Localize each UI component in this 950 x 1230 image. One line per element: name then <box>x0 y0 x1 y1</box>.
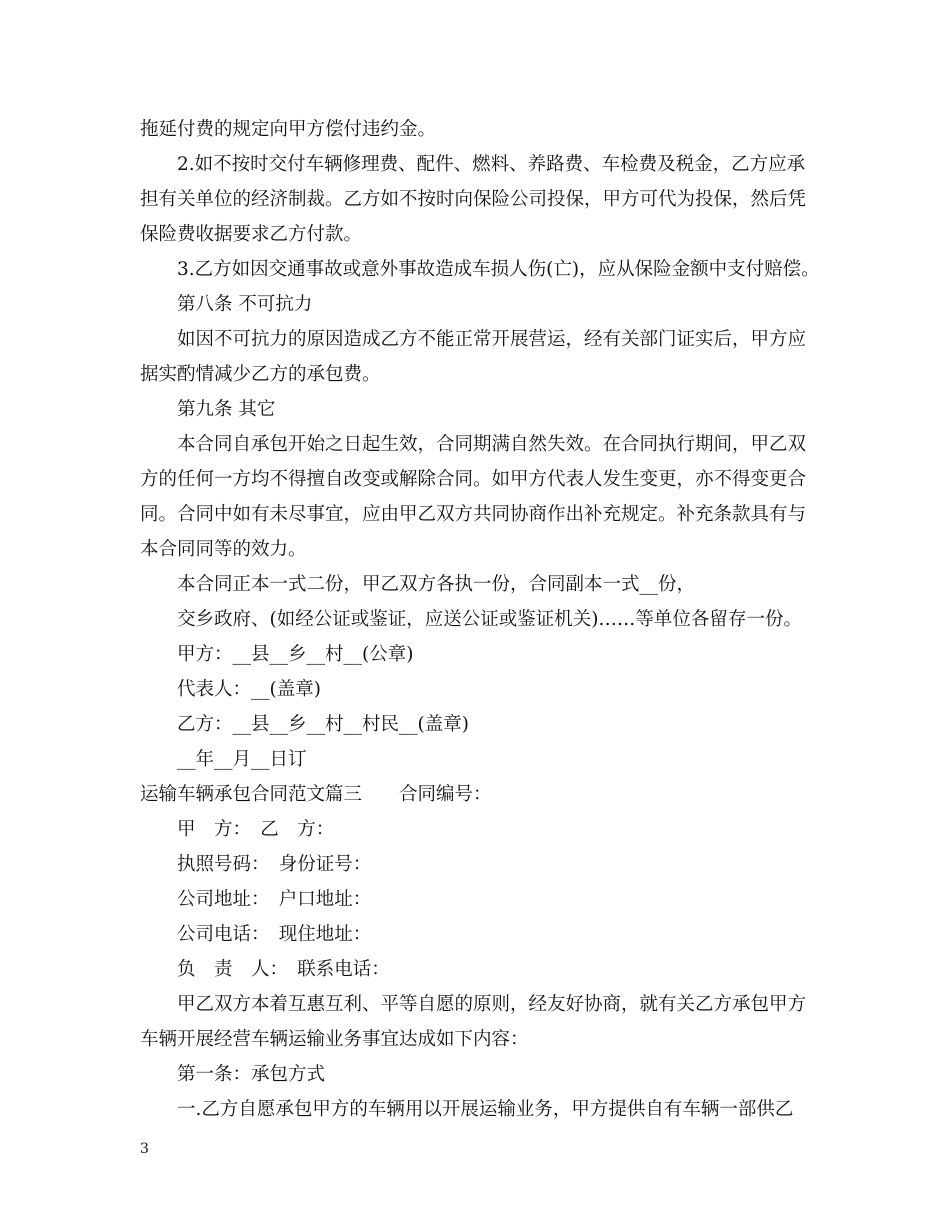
text-line: 交乡政府、(如经公证或鉴证，应送公证或鉴证机关)……等单位各留存一份。 <box>177 609 802 630</box>
form-line: 公司地址： 户口地址： <box>177 889 372 910</box>
section-title: 运输车辆承包合同范文篇三 合同编号： <box>140 784 492 805</box>
text-line: 2.如不按时交付车辆修理费、配件、燃料、养路费、车检费及税金，乙方应承 <box>177 154 806 175</box>
text-line: 本合同同等的效力。 <box>140 539 307 560</box>
signature-line: 甲方：__县__乡__村__(公章) <box>177 644 414 665</box>
text-line: 如因不可抗力的原因造成乙方不能正常开展营运，经有关部门证实后，甲方应 <box>177 329 807 350</box>
text-line: 3.乙方如因交通事故或意外事故造成车损人伤(亡)，应从保险金额中支付赔偿。 <box>177 259 820 280</box>
text-line: 据实酌情减少乙方的承包费。 <box>140 364 381 385</box>
signature-line: 代表人：__(盖章) <box>177 679 321 700</box>
form-line: 负 责 人： 联系电话： <box>177 959 390 980</box>
text-line: 担有关单位的经济制裁。乙方如不按时向保险公司投保，甲方可代为投保，然后凭 <box>140 189 807 210</box>
text-line: 一.乙方自愿承包甲方的车辆用以开展运输业务，甲方提供自有车辆一部供乙 <box>177 1099 794 1120</box>
signature-line: 乙方：__县__乡__村__村民__(盖章) <box>177 714 469 735</box>
text-line: 本合同正本一式二份，甲乙双方各执一份，合同副本一式__份， <box>177 574 696 595</box>
page-number: 3 <box>140 1141 149 1157</box>
section-heading: 第九条 其它 <box>177 399 276 420</box>
text-line: 本合同自承包开始之日起生效，合同期满自然失效。在合同执行期间，甲乙双 <box>177 434 807 455</box>
text-line: 拖延付费的规定向甲方偿付违约金。 <box>140 119 437 140</box>
section-heading: 第八条 不可抗力 <box>177 294 313 315</box>
form-line: 甲 方： 乙 方： <box>177 819 335 840</box>
form-line: 执照号码： 身份证号： <box>177 854 372 875</box>
date-line: __年__月__日订 <box>177 749 307 770</box>
text-line: 方的任何一方均不得擅自改变或解除合同。如甲方代表人发生变更，亦不得变更合 <box>140 469 807 490</box>
text-line: 甲乙双方本着互惠互利、平等自愿的原则，经友好协商，就有关乙方承包甲方 <box>177 994 807 1015</box>
form-line: 公司电话： 现住地址： <box>177 924 372 945</box>
text-line: 保险费收据要求乙方付款。 <box>140 224 363 245</box>
section-heading: 第一条：承包方式 <box>177 1064 326 1085</box>
text-line: 车辆开展经营车辆运输业务事宜达成如下内容： <box>140 1029 529 1050</box>
text-line: 同。合同中如有未尽事宜，应由甲乙双方共同协商作出补充规定。补充条款具有与 <box>140 504 807 525</box>
